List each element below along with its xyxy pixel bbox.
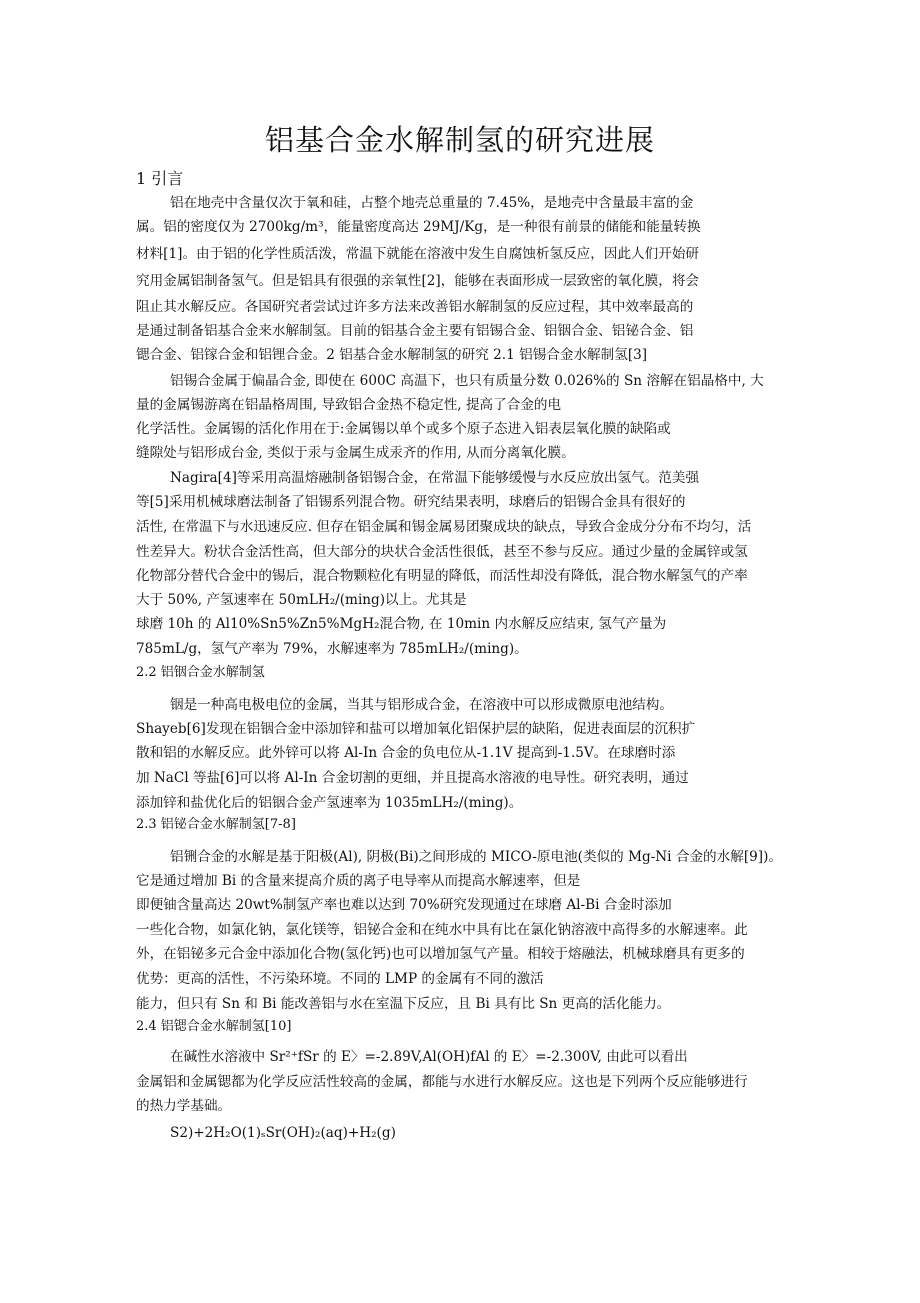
text-line: 活性, 在常温下与水迅速反应. 但存在铝金属和锡金属易团聚成块的缺点，导致合金成分分布不均匀，活 — [136, 519, 752, 535]
text-line: 量的金属锡游离在铝晶格周围, 导致铝合金热不稳定性, 提高了合金的电 — [136, 397, 562, 413]
text-line: 散和铝的水解反应。此外锌可以将 Al-In 合金的负电位从-1.1V 提高到-1.5V。在球磨时添 — [136, 745, 676, 761]
text-line: 铝铏合金的水解是基于阳极(Al), 阴极(Bi)之间形成的 MICO-原电池(类似的 Mg-Ni 合金的水解[9])。 — [170, 849, 782, 865]
text-line: 优势：更高的活性，不污染环境。不同的 LMP 的金属有不同的激活 — [136, 971, 544, 987]
text-line: 在碱性水溶液中 Sr²⁺fSr 的 E〉=-2.89V,Al(OH)fAl 的 E〉=-2.300V, 由此可以看出 — [170, 1049, 688, 1065]
text-line: 它是通过增加 Bi 的含量来提高介质的离子电导率从而提高水解速率，但是 — [136, 873, 581, 889]
text-line: 究用金属铝制备氢气。但是铝具有很强的亲氧性[2]，能够在表面形成一层致密的氧化膜，将会 — [136, 273, 700, 289]
text-line: 材料[1]。由于铝的化学性质活泼，常温下就能在溶液中发生自腐蚀析氢反应，因此人们开始研 — [136, 246, 700, 262]
text-line: Shayeb[6]发现在铝铟合金中添加锌和盐可以增加氧化铝保护层的缺陷，促进表面层的沉积扩 — [136, 721, 696, 737]
text-line: 化物部分替代合金中的锡后，混合物颗粒化有明显的降低，而活性却没有降低，混合物水解氢气的产率 — [136, 568, 748, 584]
text-line: 缝隙处与铝形成台金, 类似于汞与金属生成汞齐的作用, 从而分离氧化膜。 — [136, 445, 575, 461]
section-heading: 2.2 铝铟合金水解制氢 — [136, 665, 265, 680]
text-line: 大于 50%, 产氢速率在 50mLH₂/(ming)以上。尤其是 — [136, 592, 467, 608]
text-line: 添加锌和盐优化后的铝铟合金产氢速率为 1035mLH₂/(ming)。 — [136, 795, 523, 811]
text-line: 阻止其水解反应。各国研究者尝试过许多方法来改善铝水解制氢的反应过程，其中效率最高的 — [136, 299, 694, 315]
text-line: 铝在地壳中含量仅次于氧和硅，占整个地壳总重量的 7.45%，是地壳中含量最丰富的金 — [170, 195, 694, 211]
text-line: 加 NaCl 等盐[6]可以将 Al-In 合金切割的更细，并且提高水溶液的电导性。研究表明，通过 — [136, 770, 689, 786]
section-heading: 2.4 铝锶合金水解制氢[10] — [136, 1019, 292, 1034]
text-line: 能力，但只有 Sn 和 Bi 能改善铝与水在室温下反应，且 Bi 具有比 Sn 更高的活化能力。 — [136, 996, 671, 1012]
text-line: 一些化合物，如氯化钠，氯化镁等，铝铋合金和在纯水中具有比在氯化钠溶液中高得多的水解速率。此 — [136, 922, 748, 938]
text-line: 即便铀含量高达 20wt%制氢产率也难以达到 70%研究发现通过在球磨 Al-Bi 合金时添加 — [136, 897, 672, 913]
text-line: 785mL/g，氢气产率为 79%，水解速率为 785mLH₂/(ming)。 — [136, 641, 528, 657]
text-line: S2)+2H₂O(1)ₛSr(OH)₂(aq)+H₂(g) — [170, 1125, 396, 1141]
text-line: 铟是一种高电极电位的金属，当其与铝形成合金，在溶液中可以形成微原电池结构。 — [170, 697, 673, 713]
text-line: 的热力学基础。 — [136, 1098, 232, 1114]
text-line: 铝锡合金属于偏晶合金, 即使在 600C 高温下，也只有质量分数 0.026%的 Sn 溶解在铝晶格中, 大 — [170, 373, 764, 389]
text-line: 锶合金、铝镓合金和铝锂合金。2 铝基合金水解制氢的研究 2.1 铝锡合金水解制氢[3] — [136, 347, 648, 363]
document-title: 铝基合金水解制氢的研究进展 — [264, 123, 655, 157]
text-line: 外，在铝铋多元合金中添加化合物(氢化钙)也可以增加氢气产量。相较于熔融法，机械球磨具有更多的 — [136, 946, 745, 962]
section-heading: 1 引言 — [136, 169, 184, 188]
text-line: 金属铝和金属锶都为化学反应活性较高的金属，都能与水进行水解反应。这也是下列两个反应能够进行 — [136, 1074, 748, 1090]
text-line: 属。铝的密度仅为 2700kg/m³，能量密度高达 29MJ/Kg，是一种很有前景的储能和能量转换 — [136, 219, 701, 235]
section-heading: 2.3 铝铋合金水解制氢[7-8] — [136, 817, 296, 832]
text-line: 球磨 10h 的 Al10%Sn5%Zn5%MgH₂混合物, 在 10min 内水解反应结束, 氢气产量为 — [136, 616, 667, 632]
text-line: Nagira[4]等采用高温熔融制备铝锡合金，在常温下能够缓慢与水反应放出氢气。范美强 — [170, 470, 700, 486]
text-line: 是通过制备铝基合金来水解制氢。目前的铝基合金主要有铝锡合金、铝铟合金、铝铋合金、铝 — [136, 323, 694, 339]
text-line: 化学活性。金属锡的活化作用在于:金属锡以单个或多个原子态进入铝表层氧化膜的缺陷或 — [136, 421, 671, 437]
text-line: 性差异大。粉状合金活性高，但大部分的块状合金活性很低，甚至不参与反应。通过少量的金属锌或氢 — [136, 544, 748, 560]
text-line: 等[5]采用机械球磨法制备了铝锡系列混合物。研究结果表明，球磨后的铝锡合金具有很好的 — [136, 494, 686, 510]
